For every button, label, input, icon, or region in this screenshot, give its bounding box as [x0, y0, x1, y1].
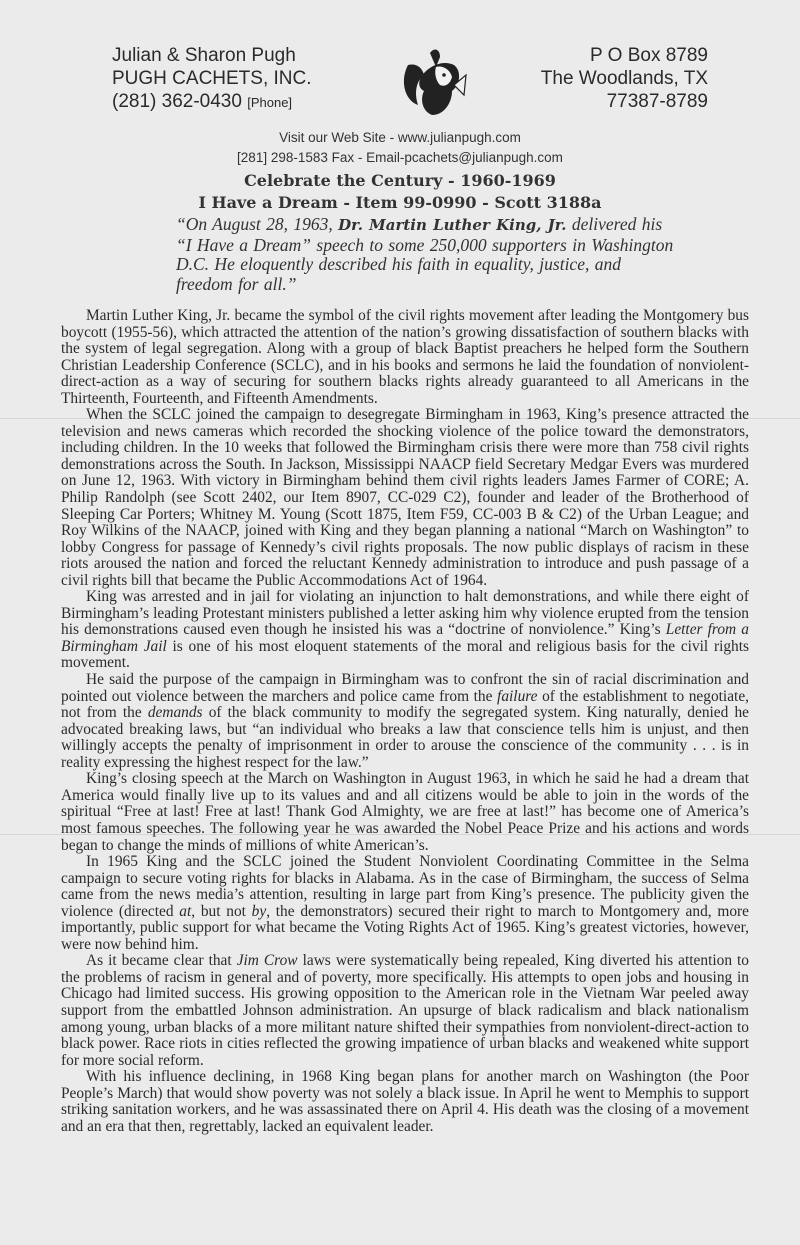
paragraph-text: Martin Luther King, Jr. became the symbol of the civil rights movement after leading the Montgomery bus boycott (1955-56), which attracted the attention of the nation’s growing dissatisfaction of southern blacks with the system of legal segregation. Along with a group of black Baptist preachers he helped form the Southern Christian Leadership Conference (SCLC), and in his books and sermons he laid the foundation of nonviolent-direct-action as a way of securing for southern blacks rights already guaranteed to all Americans in the Thirteenth, Fourteenth, and Fifteenth Amendments. [61, 307, 749, 407]
title-line-2: I Have a Dream - Item 99-0990 - Scott 3188a [198, 193, 602, 212]
address-block [541, 44, 708, 113]
document-title [0, 170, 800, 214]
skunk-logo-icon [400, 45, 470, 117]
paragraph-text: King was arrested and in jail for violating an injunction to halt demonstrations, and while there eight of Birmingham’s leading Protestant ministers published a letter asking him why violence erupted from the tension his demonstrations caused even though he insisted his was a “doctrine of nonviolence.” King’s [61, 588, 749, 639]
paragraph-text: of the establishment to negotiate, not from the [61, 687, 749, 722]
intro-quote [176, 215, 676, 294]
zip-code: 77387-8789 [606, 91, 708, 112]
italic-text: at [179, 902, 192, 920]
city-state: The Woodlands, TX [540, 68, 708, 89]
body-paragraph [61, 1069, 749, 1135]
paragraph-text: In 1965 King and the SCLC joined the Student Nonviolent Coordinating Committee in the Selma campaign to secure voting rights for blacks in Alabama. As in the case of Birmingham, the success of Selma came from the news media’s attention, resulting in large part from King’s presence. The publicity given the violence (directed [61, 853, 749, 920]
paragraph-text: With his influence declining, in 1968 King began plans for another march on Washington (the Poor People’s March) that would show poverty was not solely a black issue. In April he went to Memphis to support striking sanitation workers, and he was assassinated there on April 4. His death was the closing of a movement and an era that then, regrettably, lacked an equivalent leader. [61, 1068, 749, 1135]
sender-names: Julian & Sharon Pugh [112, 45, 296, 66]
po-box: P O Box 8789 [590, 45, 708, 66]
italic-text: demands [147, 704, 203, 722]
paragraph-text: , but not [191, 902, 252, 920]
body-paragraph [61, 854, 749, 953]
body-paragraph [61, 771, 749, 854]
company-name: PUGH CACHETS, INC. [112, 68, 312, 89]
sender-block [112, 44, 312, 114]
phone-line [112, 90, 312, 114]
italic-text: by [251, 902, 267, 920]
italic-text: Jim Crow [236, 952, 298, 970]
website-line: Visit our Web Site - www.julianpugh.com [279, 130, 521, 145]
fax-email-line: [281] 298-1583 Fax - Email-pcachets@julianpugh.com [237, 150, 563, 165]
body-paragraph [61, 953, 749, 1069]
paragraph-text: laws were systematically being repealed, King diverted his attention to the problems of racism in general and of poverty, more specifically. His attempts to open jobs and housing in Chicago had limited success. His growing opposition to the American role in the Vietnam War peeled away support from the embattled Johnson administration. An upsurge of black radicalism and black nationalism among young, urban blacks of a more militant nature shifted their sympathies from nonviolent-direct-action to black power. Race riots in cities reflected the growing impatience of urban blacks and weakened white support for more social reform. [61, 952, 750, 1069]
paragraph-text: , the demonstrators) secured their right to march to Montgomery and, more importantly, public support for what became the Voting Rights Act of 1965. King’s greatest victories, however, were now behind him. [61, 902, 749, 953]
paragraph-text: When the SCLC joined the campaign to desegregate Birmingham in 1963, King’s presence attracted the television and news cameras which recorded the shocking violence of the police toward the demonstrators, including children. In the 10 weeks that followed the Birmingham crisis there were more than 758 civil rights demonstrations across the South. In Jackson, Mississippi NAACP field Secretary Medgar Evers was murdered on June 12, 1963. With victory in Birmingham behind them civil rights leaders James Farmer of CORE; A. Philip Randolph (see Scott 2402, our Item 8907, CC-029 C2), founder and leader of the Brotherhood of Sleeping Car Porters; Whitney M. Young (Scott 1875, Item F59, CC-003 B & C2) of the Urban League; and Roy Wilkins of the NAACP, joined with King and they began planning a national “March on Washington” to lobby Congress for passage of Kennedy’s civil rights proposals. The now public displays of racism in these riots aroused the nation and forced the reluctant Kennedy administration to introduce and push passage of a civil rights bill that became the Public Accommodations Act of 1964. [61, 406, 749, 589]
body-paragraph [61, 589, 749, 672]
phone-label: [Phone] [247, 95, 293, 110]
body-text [61, 308, 749, 1135]
body-paragraph [61, 407, 749, 589]
italic-text: failure [497, 687, 538, 705]
paragraph-text: He said the purpose of the campaign in Birmingham was to confront the sin of racial discrimination and pointed out violence between the marchers and police came from the [61, 671, 749, 705]
paragraph-text: is one of his most eloquent statements of the moral and religious basis for the civil rights movement. [61, 637, 749, 672]
contact-info [0, 128, 800, 168]
body-paragraph [61, 308, 749, 407]
paragraph-text: of the black community to modify the segregated system. King naturally, denied he advocated breaking laws, but “an individual who breaks a law that conscience tells him is unjust, and then willingly accepts the penalty of imprisonment in order to arouse the conscience of the community . . . is in reality expressing the highest respect for the law.” [61, 704, 749, 771]
title-line-1: Celebrate the Century - 1960-1969 [244, 171, 556, 190]
quote-name: Dr. Martin Luther King, Jr. [338, 216, 567, 234]
paragraph-text: King’s closing speech at the March on Washington in August 1963, in which he said he had a dream that America would finally live up to its values and and all citizens would be able to join in the words of the spiritual “Free at last! Free at last! Thank God Almighty, we are free at last!” has become one of America’s most famous speeches. The following year he was awarded the Nobel Peace Prize and his actions and words began to change the minds of millions of white American’s. [61, 770, 749, 854]
italic-text: Letter from a Birmingham Jail [61, 621, 749, 655]
quote-start: “On August 28, 1963, [176, 214, 339, 234]
phone-number: (281) 362-0430 [112, 91, 242, 112]
quote-rest: delivered his “I Have a Dream” speech to some 250,000 supporters in Washington D.C. He eloquently described his faith in equality, justice, and freedom for all.” [176, 214, 674, 294]
paragraph-text: As it became clear that [86, 952, 237, 970]
body-paragraph [61, 672, 749, 771]
